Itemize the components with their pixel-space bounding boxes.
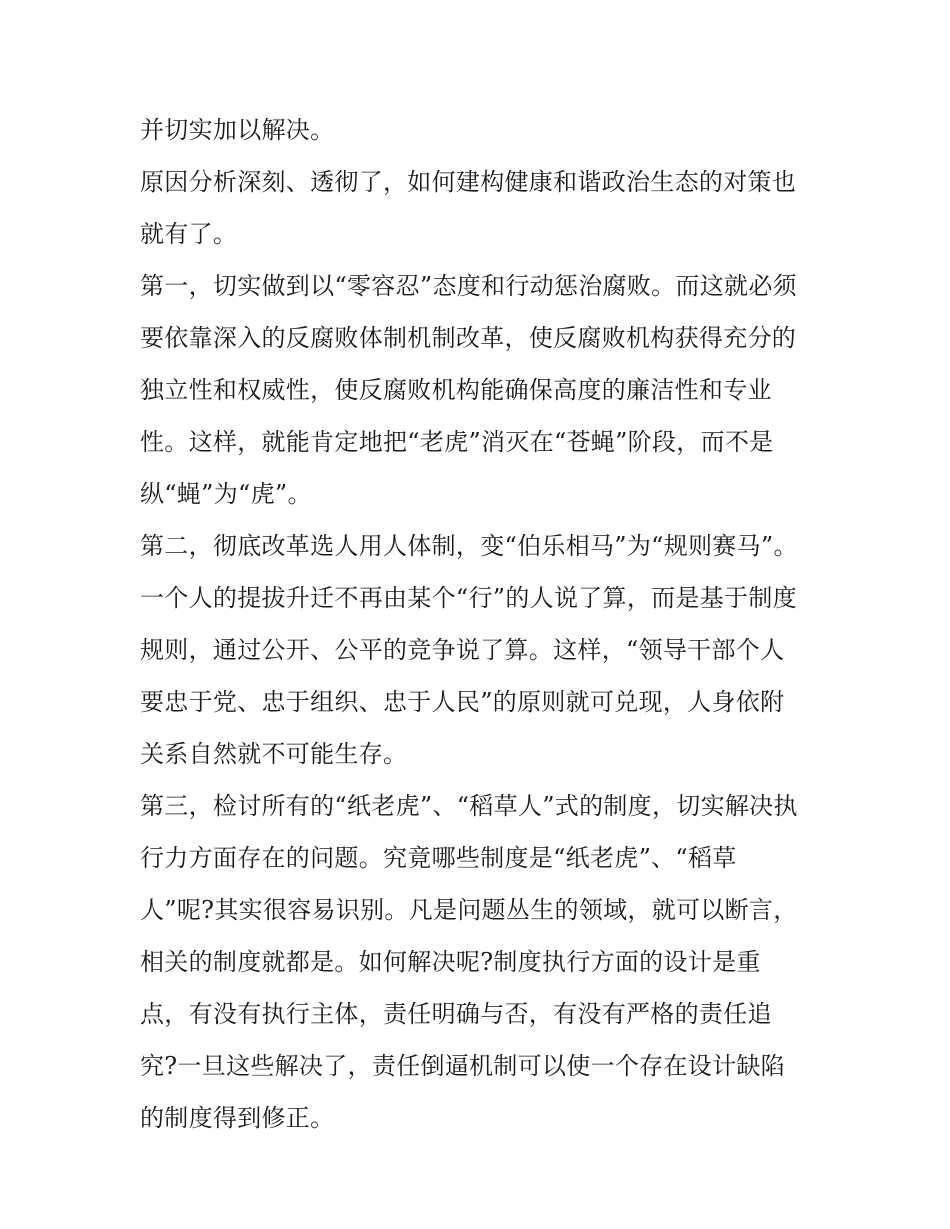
text-line: 纵“蝇”为“虎”。 [140, 480, 312, 508]
body-text [140, 104, 820, 1144]
text-line: 第二，彻底改革选人用人体制，变“伯乐相马”为“规则赛马”。 [140, 532, 798, 560]
text-line: 第三，检讨所有的“纸老虎”、“稻草人”式的制度，切实解决执 [140, 792, 798, 820]
text-line: 人”呢?其实很容易识别。凡是问题丛生的领域，就可以断言， [140, 896, 798, 924]
text-line: 要忠于党、忠于组织、忠于人民”的原则就可兑现，人身依附 [140, 688, 785, 716]
text-line: 要依靠深入的反腐败体制机制改革，使反腐败机构获得充分的 [140, 324, 797, 352]
text-line: 原因分析深刻、透彻了，如何建构健康和谐政治生态的对策也 [140, 168, 797, 196]
text-line: 点，有没有执行主体，责任明确与否，有没有严格的责任追 [140, 1000, 772, 1028]
text-line: 相关的制度就都是。如何解决呢?制度执行方面的设计是重 [140, 948, 761, 976]
text-line: 的制度得到修正。 [140, 1104, 335, 1132]
text-line: 关系自然就不可能生存。 [140, 740, 408, 768]
text-line: 第一，切实做到以“零容忍”态度和行动惩治腐败。而这就必须 [140, 272, 797, 300]
text-line: 性。这样，就能肯定地把“老虎”消灭在“苍蝇”阶段，而不是 [140, 428, 774, 456]
text-line: 行力方面存在的问题。究竟哪些制度是“纸老虎”、“稻草 [140, 844, 737, 872]
text-line: 就有了。 [140, 220, 238, 248]
text-line: 规则，通过公开、公平的竞争说了算。这样，“领导干部个人 [140, 636, 785, 664]
text-line: 一个人的提拔升迁不再由某个“行”的人说了算，而是基于制度 [140, 584, 797, 612]
text-line: 并切实加以解决。 [140, 116, 335, 144]
text-line: 究?一旦这些解决了，责任倒逼机制可以使一个存在设计缺陷 [140, 1052, 785, 1080]
text-line: 独立性和权威性，使反腐败机构能确保高度的廉洁性和专业 [140, 376, 772, 404]
